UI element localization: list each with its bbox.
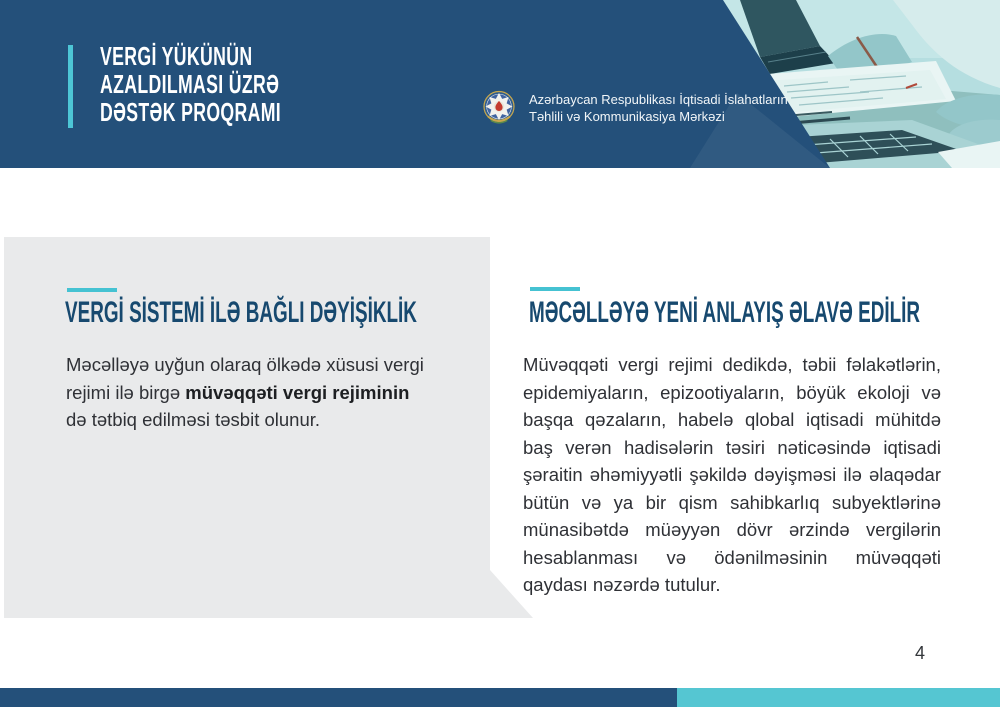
- page-number: 4: [914, 643, 925, 663]
- left-body-text: də tətbiq edilməsi təsbit olunur.: [66, 409, 321, 430]
- footer-bar-teal: [677, 688, 1000, 707]
- organization-name: [529, 91, 788, 126]
- left-heading-accent-line: [67, 288, 117, 292]
- slide-title-line: AZALDILMASI ÜZRƏ: [100, 69, 280, 99]
- right-section-body: Müvəqqəti vergi rejimi dedikdə, təbii fəlakətlərin, epidemiyaların, epizootiyaların, böyük ekoloji və başqa qəzaların, habelə qlobal iqtisadi mühitdə baş verən hadisələrin təsiri nəticəsində iqtisadi şəraitin əhəmiyyətli şəkildə dəyişməsi ilə əlaqədar bütün və ya bir qism sahibkarlıq subyektlərinə münasibətdə müəyyən dövr ərzində vergilərin hesablanması və ödənilməsinin müvəqqəti qaydası nəzərdə tutulur.: [523, 354, 941, 595]
- left-section-heading: VERGİ SİSTEMİ İLƏ BAĞLI DƏYİŞİKLİK: [65, 296, 417, 329]
- right-heading-accent-line: [530, 287, 580, 291]
- organization-logo: [481, 90, 788, 126]
- slide-title-line: VERGİ YÜKÜNÜN: [100, 41, 253, 71]
- slide-title: [100, 42, 366, 126]
- right-section-heading: MƏCƏLLƏYƏ YENİ ANLAYIŞ ƏLAVƏ EDİLİR: [529, 296, 921, 329]
- left-body-text: Məcəlləyə uyğun olaraq ölkədə xüsusi vergi rejimi ilə birgə: [66, 354, 424, 403]
- organization-name-line1: Azərbaycan Respublikası İqtisadi İslahatların: [529, 91, 788, 107]
- footer-bar-blue: [0, 688, 677, 707]
- left-body-bold-text: müvəqqəti vergi rejiminin: [185, 381, 410, 403]
- title-accent-bar: [68, 45, 73, 128]
- left-section-body: [66, 351, 424, 434]
- slide-title-line: DƏSTƏK PROQRAMI: [100, 97, 282, 127]
- organization-name-line2: Təhlili və Kommunikasiya Mərkəzi: [529, 109, 725, 124]
- azerbaijan-emblem-icon: [481, 90, 517, 126]
